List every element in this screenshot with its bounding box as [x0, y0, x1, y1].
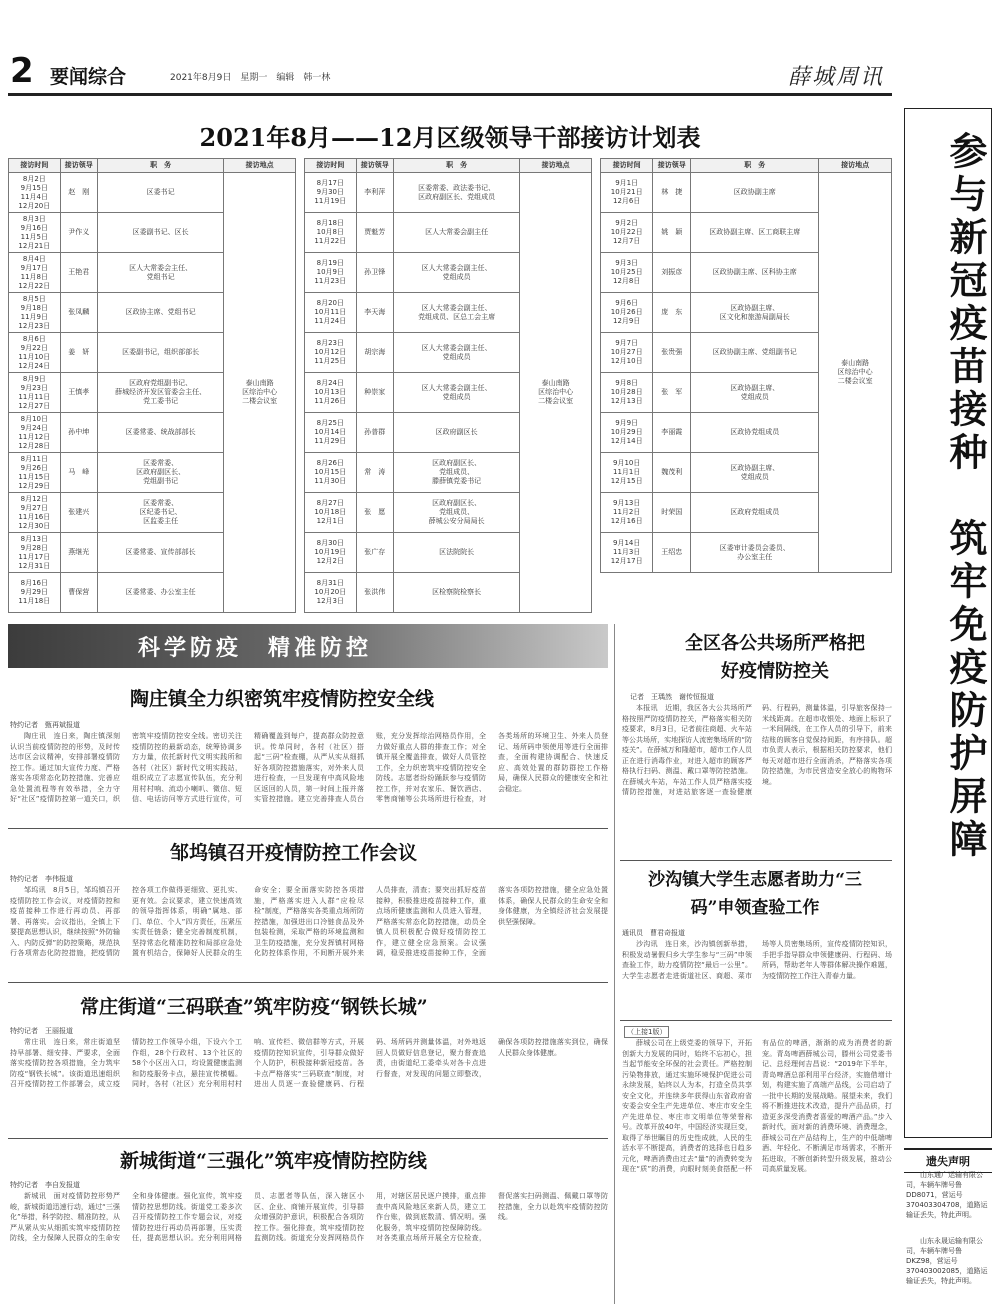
divider	[8, 982, 608, 983]
cell-leader: 张洪伟	[356, 573, 393, 613]
notice-heading: 遗失声明	[904, 1148, 992, 1173]
table-header-row	[601, 159, 892, 173]
newspaper-logo: 薛城周讯	[788, 65, 885, 90]
cell-leader: 赵 刚	[60, 173, 97, 213]
cell-dates: 8月17日 9月30日 11月19日	[305, 173, 357, 213]
cell-dates: 8月24日 10月13日 11月26日	[305, 373, 357, 413]
cell-dates: 9月1日 10月21日 12月6日	[601, 173, 653, 213]
article-body: 新城讯 面对疫情防控形势严峻，新城街道迅速行动，通过“三强化”举措，科学防控、精准防控，从严从紧从实从细抓实筑牢疫情防控防线，全力保障人民群众的生命安全和身体健康。强化宣传，筑牢疫情防控思想防线。街道党工委多次召开疫情防控工作专题会议，对疫情防控进行再动员再部署，压实责任，提高思想认识。充分利用网格员、志愿者等队伍，深入辖区小区、企业、商铺开展宣传，引导群众增强防护意识，积极配合各项防控工作。强化排查，筑牢疫情防控监测防线。街道充分发挥网格员作用，对辖区居民逐户摸排，重点排查中高风险地区来新人员，建立工作台账，做到底数清、情况明。强化服务，筑牢疫情防控保障防线。对各类重点场所开展全方位检查，督促落实扫码测温、佩戴口罩等防控措施，全力以赴筑牢疫情防控防线。	[10, 1192, 608, 1242]
page-title: 2021年8月——12月区级领导干部接访计划表	[199, 123, 701, 152]
article-title: 邹坞镇召开疫情防控工作会议	[170, 842, 418, 864]
cell-dates: 8月30日 10月19日 12月2日	[305, 533, 357, 573]
cell-dates: 8月27日 10月18日 12月1日	[305, 493, 357, 533]
cell-title: 区人大常委会副主任、 党组成员、区总工会主席	[393, 293, 519, 333]
cell-leader: 孙普群	[356, 413, 393, 453]
article-title	[630, 866, 880, 922]
cell-dates: 8月16日 9月29日 11月18日	[9, 573, 61, 613]
cell-dates: 8月4日 9月17日 11月8日 12月22日	[9, 253, 61, 293]
article-title-text: 全区各公共场所严格把好疫情防控关	[685, 633, 865, 682]
column-header: 职 务	[393, 159, 519, 173]
column-header: 职 务	[97, 159, 223, 173]
cell-title: 区人大常委会副主任	[393, 213, 519, 253]
cell-title: 区政协副主席、 党组成员	[691, 453, 819, 493]
cell-leader: 张凤麟	[60, 293, 97, 333]
cell-dates: 8月26日 10月15日 11月30日	[305, 453, 357, 493]
cell-dates: 8月5日 9月18日 11月9日 12月23日	[9, 293, 61, 333]
cell-dates: 8月13日 9月28日 11月17日 12月31日	[9, 533, 61, 573]
article-byline: 特约记者 李自发报道	[10, 1181, 80, 1189]
cell-dates: 9月13日 11月2日 12月16日	[601, 493, 653, 533]
cell-title: 区检察院检察长	[393, 573, 519, 613]
article-byline: 特约记者 甄再斌报道	[10, 721, 80, 729]
cell-leader: 曹保营	[60, 573, 97, 613]
cell-title: 区政协副主席、党组副书记	[691, 333, 819, 373]
cell-title: 区政府党组成员	[691, 493, 819, 533]
cell-title: 区政协副主席、 区文化和旅游局副局长	[691, 293, 819, 333]
cell-dates: 8月9日 9月23日 11月11日 12月27日	[9, 373, 61, 413]
cell-leader: 王慎孝	[60, 373, 97, 413]
cell-leader: 王绍忠	[653, 533, 691, 573]
article-byline: 特约记者 李伟报道	[10, 875, 73, 883]
notice-item: 山东通广运输有限公司，车辆车牌号鲁DD8071，营运号370403304708，道路运输证丢失，特此声明。	[906, 1171, 988, 1219]
article-byline: 记者 王瑀然 谢传恒报道	[630, 693, 714, 701]
masthead	[0, 0, 1000, 100]
cell-dates: 8月3日 9月16日 11月5日 12月21日	[9, 213, 61, 253]
cell-title: 区委常委、 区政府副区长、 党组副书记	[97, 453, 223, 493]
cell-title: 区人大常委会副主任、 党组成员	[393, 253, 519, 293]
cell-dates: 9月2日 10月22日 12月7日	[601, 213, 653, 253]
table-row	[601, 173, 892, 213]
table-row	[305, 173, 592, 213]
cell-dates: 8月18日 10月8日 11月22日	[305, 213, 357, 253]
column-divider	[614, 624, 615, 1304]
cell-title: 区政协副主席、 党组成员	[691, 373, 819, 413]
article-body: 陶庄讯 连日来，陶庄镇深刻认识当前疫情防控的形势，及时传达市区会议精神，安排部署疫情防控工作。通过加大宣传力度、严格落实各项常态化防控措施、完善应急处置流程等有效举措，全力守好“社区”疫情防控第一道关口，织密筑牢疫情防控安全线。密切关注疫情防控的最新动态，统筹协调多方力量，依托新时代文明实践所和各村（社区）新时代文明实践站，组织成立了志愿宣传队伍，充分利用村村响、流动小喇叭、微信、短信、电话访问等方式进行宣传，可精确覆盖到每户，提高群众防控意识。传单同时，各村（社区）搭起“三码”检查棚，从严从实从细抓好各项防控措施落实，对外来人员进行检查，一旦发现有中高风险地区返回的人员，第一时间上报并落实管控措施。建立完善排查人员台账，充分发挥综治网格员作用，全力做好重点人群的排查工作；对全镇开展全覆盖排查，做好人员管控工作，全力织密筑牢疫情防控安全防线。志愿者纷纷踊跃参与疫情防控工作，并对农家乐、餐饮酒店、零售商铺等公共场所进行检查，对各类场所的环境卫生、外来人员登记、场所码申领使用等进行全面排查，全面构建协调配合、快速反应、高效处置的群防群控工作格局，确保人民群众的健康安全和社会稳定。	[10, 732, 608, 803]
cell-dates: 8月11日 9月26日 11月15日 12月29日	[9, 453, 61, 493]
article-title	[680, 630, 870, 686]
cell-leader: 李丽霞	[653, 413, 691, 453]
cell-title: 区委副书记、区长	[97, 213, 223, 253]
cell-leader: 孙中坤	[60, 413, 97, 453]
cell-leader: 燕继光	[60, 533, 97, 573]
article-title: 常庄街道“三码联查”筑牢防疫“钢铁长城”	[80, 996, 428, 1018]
cell-leader: 张 愿	[356, 493, 393, 533]
cell-dates: 8月23日 10月12日 11月25日	[305, 333, 357, 373]
cell-location: 泰山南路 区综治中心 二楼会议室	[819, 173, 892, 573]
column-header: 接访地点	[819, 159, 892, 173]
cell-title: 区政府副区长	[393, 413, 519, 453]
page-number: 2	[10, 51, 34, 91]
article-title-text: 沙沟镇大学生志愿者助力“三码”申领查验工作	[648, 870, 862, 918]
cell-title: 区政协党组成员	[691, 413, 819, 453]
cell-leader: 尹作义	[60, 213, 97, 253]
cell-dates: 9月8日 10月28日 12月13日	[601, 373, 653, 413]
cell-leader: 贾魁芳	[356, 213, 393, 253]
cell-dates: 8月20日 10月11日 11月24日	[305, 293, 357, 333]
slogan-box	[904, 108, 992, 1138]
cell-title: 区委常委、办公室主任	[97, 573, 223, 613]
cell-title: 区法院院长	[393, 533, 519, 573]
cell-location: 泰山南路 区综治中心 二楼会议室	[224, 173, 296, 613]
cell-title: 区人大常委会主任、 党组书记	[97, 253, 223, 293]
cell-dates: 9月10日 11月1日 12月15日	[601, 453, 653, 493]
notice-item: 山东永晟运输有限公司，车辆车牌号鲁DKZ98，营运号370403002085，道路运输证丢失，特此声明。	[906, 1237, 988, 1285]
cell-leader: 姚 颖	[653, 213, 691, 253]
column-header: 职 务	[691, 159, 819, 173]
cell-title: 区政协副主席	[691, 173, 819, 213]
banner-text: 科学防疫 精准防控	[138, 636, 373, 661]
cell-leader: 张广存	[356, 533, 393, 573]
column-header: 接访时间	[601, 159, 653, 173]
cell-title: 区委常委、政法委书记、 区政府副区长、党组成员	[393, 173, 519, 213]
slogan-text: 参与新冠疫苗接种 筑牢免疫防护屏障	[943, 131, 988, 862]
cell-leader: 张贵强	[653, 333, 691, 373]
cell-title: 区委审计委员会委员、 办公室主任	[691, 533, 819, 573]
cell-dates: 8月19日 10月9日 11月23日	[305, 253, 357, 293]
cell-dates: 8月12日 9月27日 11月16日 12月30日	[9, 493, 61, 533]
cell-title: 区人大常委会副主任、 党组成员	[393, 333, 519, 373]
cell-title: 区人大常委会副主任、 党组成员	[393, 373, 519, 413]
divider	[8, 828, 608, 829]
cell-leader: 时荣国	[653, 493, 691, 533]
article-body: 薛城公司在上级党委的领导下，开拓创新大力发展的同时，始终不忘初心，担当起节能安全环保的社会责任。严格控制污染物排放，通过实施环境保护促进公司永续发展，始终以人为本，打造全员共享安全文化，并连续多年获得山东省政府省安委会安全生产先进单位、枣庄市安全生产先进单位、枣庄市文明单位等荣誉称号。改革开放40年，中国经济实现巨变，取得了举世瞩目的历史性成就，人民的生活水平不断提高，消费者的选择也日趋多元化，啤酒消费由过去“量”的消费转变为现在“质”的消费，向眼时刻美食搭配一杯有品位的啤酒，渐渐的成为消费者的新宠。青岛啤酒薛城公司，滕州公司党委书记、总经理何吉昌说：“2019年下半年，青岛啤酒总部利用平台经济，实施借增计划，构建实施了高端产品线，公司启动了一批中长期的发展战略。展望未来，我们将不断推进技术改造，提升产品品质，打造更多深受消费者喜爱的啤酒产品。”步入新时代，面对新的消费环境、消费理念，薛城公司在产品结构上，生产的中低端啤酒、年轻化、不断满足市场需求，不断开拓进取，不断创新转型升级发展，推动公司高质量发展。	[622, 1039, 892, 1173]
cell-title: 区政协副主席、区工商联主席	[691, 213, 819, 253]
table-header-row	[305, 159, 592, 173]
cell-title: 区政协副主席、区科协主席	[691, 253, 819, 293]
continued-tag: （上接1版）	[624, 1026, 669, 1038]
cell-title: 区政府副区长、 党组成员、 滕薛镇党委书记	[393, 453, 519, 493]
cell-dates: 8月2日 9月15日 11月4日 12月20日	[9, 173, 61, 213]
schedule-table-right	[600, 158, 892, 573]
cell-dates: 9月14日 11月3日 12月17日	[601, 533, 653, 573]
schedule-table-left	[8, 158, 296, 613]
cell-dates: 8月31日 10月20日 12月3日	[305, 573, 357, 613]
article-body: 本报讯 近期，我区各大公共场所严格按照严防疫情防控关，严格落实相关防疫要求，8月3日，记者前往商超、火车站等公共场所，实地探访人流密集场所的“防疫关”。在薛城万和隆超市，超市工作人员正在进行消毒作业，对进入超市的顾客严格执行扫码、测温、戴口罩等防控措施。在薛城火车站，车站工作人员严格落实疫情防控措施，对进站旅客逐一查验健康码、行程码，测量体温，引导旅客保持一米线距离。在超市收银处、地面上标识了一米间隔线，在工作人员的引导下，前来结账的顾客自觉保持间距，有序排队。超市负责人表示，根据相关防控要求，他们每天对超市进行全面消杀，严格落实各项防控措施，为市民营造安全放心的购物环境。	[622, 704, 892, 796]
cell-title: 区委常委、统战部部长	[97, 413, 223, 453]
cell-dates: 9月6日 10月26日 12月9日	[601, 293, 653, 333]
section-name: 要闻综合	[50, 66, 127, 88]
cell-dates: 9月7日 10月27日 12月10日	[601, 333, 653, 373]
cell-leader: 李天海	[356, 293, 393, 333]
cell-leader: 刘振彦	[653, 253, 691, 293]
column-header: 接访地点	[520, 159, 592, 173]
schedule-table-middle	[304, 158, 592, 613]
cell-dates: 9月3日 10月25日 12月8日	[601, 253, 653, 293]
cell-leader: 庞 东	[653, 293, 691, 333]
cell-leader: 常 涛	[356, 453, 393, 493]
cell-leader: 孙卫锋	[356, 253, 393, 293]
cell-leader: 姜 妍	[60, 333, 97, 373]
column-header: 接访时间	[305, 159, 357, 173]
cell-title: 区政府党组副书记、 薛城经济开发区管委会主任、 党工委书记	[97, 373, 223, 413]
cell-leader: 张 军	[653, 373, 691, 413]
cell-leader: 魏茂利	[653, 453, 691, 493]
article-title: 陶庄镇全力织密筑牢疫情防控安全线	[130, 688, 435, 710]
masthead-rule	[8, 93, 892, 96]
cell-title: 区政府副区长、 党组成员、 薛城公安分局局长	[393, 493, 519, 533]
article-title: 新城街道“三强化”筑牢疫情防控防线	[120, 1150, 427, 1172]
cell-title: 区政协主席、党组书记	[97, 293, 223, 333]
cell-title: 区委常委、 区纪委书记、 区监委主任	[97, 493, 223, 533]
date-line: 2021年8月9日 星期一 编辑 韩一林	[170, 73, 331, 83]
column-header: 接访领导	[60, 159, 97, 173]
cell-dates: 8月6日 9月22日 11月10日 12月24日	[9, 333, 61, 373]
cell-leader: 王艳君	[60, 253, 97, 293]
table-row	[9, 173, 296, 213]
table-header-row	[9, 159, 296, 173]
column-header: 接访地点	[224, 159, 296, 173]
divider	[620, 1020, 892, 1021]
article-body: 邹坞讯 8月5日，邹坞镇召开疫情防控工作会议，对疫情防控和疫苗接种工作进行再动员、再部署、再落实。会议指出，全镇上下要提高思想认识，继续按照“外防输入、内防反弹”的防控策略，规范执行各项常态化防控措施，把疫情防控各项工作做得更细致、更扎实、更有效。会议要求，建立快速高效的领导指挥体系，明确“属地、部门、单位、个人”四方责任，压紧压实责任链条；健全完善制度机制，坚持常态化精准防控和局部应急处置有机结合，保障好人民群众的生命安全；要全面落实防控各项措施，严格落实进入人群“应检尽检”制度，严格落实各类重点场所防控措施，加强进出口冷链食品及外包装检测，采取严格的环境监测和卫生防疫措施，充分发挥镇村网格化防控体系作用，不间断开展外来人员排查，清查；要突出抓好疫苗接种，积极推进疫苗接种工作，重点场所健康监测和人员进入管理，严格落实常态化防控措施，动员全镇人员积极配合做好疫情防控工作，建立健全应急预案。会议强调，稳妥推进疫苗接种工作，全面落实各项防控措施，健全应急处置体系，确保人民群众的生命安全和身体健康，为全镇经济社会发展提供坚强保障。	[10, 886, 608, 957]
cell-leader: 胡宗海	[356, 333, 393, 373]
cell-title: 区委副书记，组织部部长	[97, 333, 223, 373]
column-header: 接访领导	[653, 159, 691, 173]
cell-title: 区委常委、宣传部部长	[97, 533, 223, 573]
cell-dates: 8月25日 10月14日 11月29日	[305, 413, 357, 453]
cell-dates: 9月9日 10月29日 12月14日	[601, 413, 653, 453]
cell-leader: 李利萍	[356, 173, 393, 213]
article-byline: 通讯员 曹君奇报道	[622, 929, 685, 937]
cell-location: 泰山南路 区综治中心 二楼会议室	[520, 173, 592, 613]
column-header: 接访领导	[356, 159, 393, 173]
cell-leader: 林 捷	[653, 173, 691, 213]
cell-leader: 种崇家	[356, 373, 393, 413]
divider	[620, 860, 892, 861]
cell-dates: 8月10日 9月24日 11月12日 12月28日	[9, 413, 61, 453]
section-banner	[8, 624, 608, 668]
article-body: 常庄讯 连日来，常庄街道坚持早部署、细安排、严要求，全面落实疫情防控各项措施，全力筑牢防疫“钢铁长城”。该街道迅速组织召开疫情防控工作部署会，成立疫情防控工作领导小组，下设六个工作组，28个行政村、13个社区的58个小区出入口，均设置健康监测和防疫服务卡点，悬挂宣传横幅。同时，各村（社区）充分利用村村响、宣传栏、微信群等方式，开展疫情防控知识宣传，引导群众做好个人防护，积极接种新冠疫苗。各卡点严格落实“三码联查”制度，对进出人员逐一查验健康码、行程码、场所码并测量体温，对外地返回人员做好信息登记，聚力督查追责，由街道纪工委牵头对各卡点进行督查，对发现的问题立即整改，确保各项防控措施落实到位，确保人民群众身体健康。	[10, 1038, 608, 1088]
article-byline: 特约记者 王丽报道	[10, 1027, 73, 1035]
divider	[8, 1138, 608, 1139]
cell-title: 区委书记	[97, 173, 223, 213]
cell-leader: 张建兴	[60, 493, 97, 533]
column-header: 接访时间	[9, 159, 61, 173]
article-body: 沙沟讯 连日来，沙沟镇创新举措，积极发动暑假归乡大学生参与“三码”申领查验工作，助力疫情防控“最后一公里”。大学生志愿者走进街道社区、商超、菜市场等人员密集场所，宣传疫情防控知识，手把手指导群众申领健康码、行程码、场所码，帮助老年人等群体解决操作难题，为疫情防控工作注入青春力量。	[622, 940, 892, 980]
cell-leader: 马 峰	[60, 453, 97, 493]
